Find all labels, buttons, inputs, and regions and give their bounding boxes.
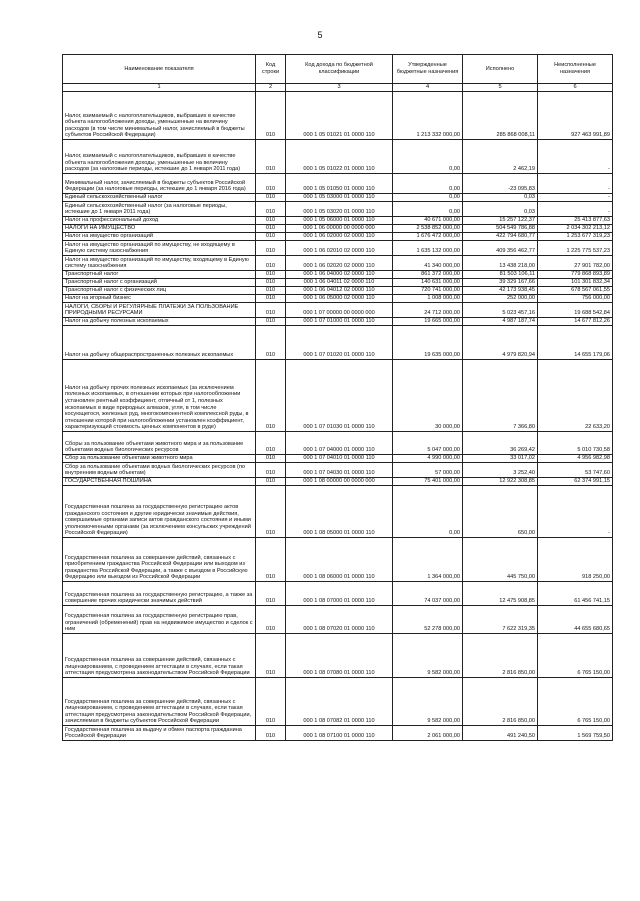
unexecuted-amount: 101 301 832,34 [538,279,613,287]
table-row [63,478,613,486]
approved-amount: 41 340 000,00 [393,256,463,271]
table-body [63,92,613,741]
indicator-name: Транспортный налог [63,271,256,279]
line-code: 010 [256,582,286,606]
executed-amount: -23 095,83 [463,174,538,194]
line-code: 010 [256,360,286,432]
line-code: 010 [256,478,286,486]
header-indicator-name: Наименование показателя [63,55,256,84]
table-row [63,634,613,678]
table-row [63,92,613,140]
table-row [63,295,613,303]
executed-amount: 7 622 319,35 [463,606,538,634]
approved-amount: 0,00 [393,202,463,217]
executed-amount: 0,03 [463,202,538,217]
unexecuted-amount: 14 677 812,26 [538,318,613,326]
income-code: 000 1 08 07000 01 0000 110 [286,582,393,606]
executed-amount: 491 240,50 [463,726,538,741]
table-row [63,174,613,194]
line-code: 010 [256,606,286,634]
unexecuted-amount: - [538,174,613,194]
table-row [63,279,613,287]
line-code: 010 [256,92,286,140]
approved-amount: 2 061 000,00 [393,726,463,741]
table-row [63,678,613,726]
table-row [63,194,613,202]
income-code: 000 1 08 07080 01 0000 110 [286,634,393,678]
table-row [63,287,613,295]
unexecuted-amount: 44 655 680,65 [538,606,613,634]
unexecuted-amount: 22 633,20 [538,360,613,432]
approved-amount: 1 364 000,00 [393,538,463,582]
unexecuted-amount: - [538,202,613,217]
table-row [63,241,613,256]
indicator-name: Единый сельскохозяйственный налог (за налоговые периоды, истекшие до 1 января 2011 года) [63,202,256,217]
executed-amount: 36 269,42 [463,432,538,455]
indicator-name: Налог на имущество организаций по имуществу, не входящему в Единую систему газоснабжения [63,241,256,256]
executed-amount: 252 000,00 [463,295,538,303]
table-row [63,486,613,538]
line-code: 010 [256,225,286,233]
indicator-name: Государственная пошлина за государственную регистрацию, а также за совершение прочих юридически значимых действий [63,582,256,606]
income-code: 000 1 08 05000 01 0000 110 [286,486,393,538]
income-code: 000 1 05 03020 01 0000 110 [286,202,393,217]
line-code: 010 [256,174,286,194]
line-code: 010 [256,194,286,202]
table-row [63,582,613,606]
income-code: 000 1 07 01020 01 0000 110 [286,326,393,360]
approved-amount: 74 037 000,00 [393,582,463,606]
approved-amount: 720 741 000,00 [393,287,463,295]
table-row [63,538,613,582]
indicator-name: Налог на добычу полезных ископаемых [63,318,256,326]
income-code: 000 1 06 02000 02 0000 110 [286,233,393,241]
line-code: 010 [256,202,286,217]
income-code: 000 1 05 01021 01 0000 110 [286,92,393,140]
unexecuted-amount: 6 765 150,00 [538,634,613,678]
approved-amount: 5 047 000,00 [393,432,463,455]
indicator-name: Транспортный налог с физических лиц [63,287,256,295]
income-code: 000 1 08 06000 01 0000 110 [286,538,393,582]
table-row [63,233,613,241]
unexecuted-amount: 1 569 759,50 [538,726,613,741]
approved-amount: 9 582 000,00 [393,678,463,726]
line-code: 010 [256,256,286,271]
line-code: 010 [256,463,286,478]
executed-amount: 7 366,80 [463,360,538,432]
approved-amount: 30 000,00 [393,360,463,432]
income-code: 000 1 06 02020 02 0000 110 [286,256,393,271]
column-index: 1 [63,84,256,92]
approved-amount: 57 000,00 [393,463,463,478]
income-code: 000 1 07 04030 01 0000 110 [286,463,393,478]
executed-amount: 422 794 680,77 [463,233,538,241]
table-header-row [63,55,613,84]
executed-amount: 2 816 850,00 [463,678,538,726]
indicator-name: Государственная пошлина за государственную регистрацию актов гражданского состояния и другие юридически значимые действия, совершаемые органами записи актов гражданского состояния и иными уполномоченными органами (за исключением консульских учреждений Российской Федерации) [63,486,256,538]
line-code: 010 [256,486,286,538]
indicator-name: Налог, взимаемый с налогоплательщиков, выбравших в качестве объекта налогообложения доходы, уменьшенные на величину расходов (в том числе минимальный налог, зачисляемый в бюджеты субъектов Российской Федерации) [63,92,256,140]
unexecuted-amount: 1 225 775 537,23 [538,241,613,256]
line-code: 010 [256,634,286,678]
line-code: 010 [256,318,286,326]
budget-execution-table [62,54,613,741]
column-index-row [63,84,613,92]
executed-amount: 42 173 938,45 [463,287,538,295]
indicator-name: Государственная пошлина за совершение действий, связанных с приобретением гражданства Российской Федерации или выходом из гражданства Российской Федерации, а также с въездом в Российскую Федерацию или выездом из Российской Федерации [63,538,256,582]
indicator-name: Налог на профессиональный доход [63,217,256,225]
line-code: 010 [256,140,286,174]
unexecuted-amount: 918 250,00 [538,538,613,582]
executed-amount: 12 475 908,85 [463,582,538,606]
income-code: 000 1 08 07020 01 0000 110 [286,606,393,634]
executed-amount: 650,00 [463,486,538,538]
table-row [63,140,613,174]
header-line-code: Код строки [256,55,286,84]
executed-amount: 4 979 820,94 [463,326,538,360]
approved-amount: 1 635 132 000,00 [393,241,463,256]
income-code: 000 1 07 00000 00 0000 000 [286,303,393,318]
unexecuted-amount: 756 000,00 [538,295,613,303]
line-code: 010 [256,241,286,256]
indicator-name: Сбор за пользование объектами водных биологических ресурсов (по внутренним водным объектам) [63,463,256,478]
table-row [63,606,613,634]
line-code: 010 [256,303,286,318]
unexecuted-amount: 62 374 991,15 [538,478,613,486]
indicator-name: Сборы за пользование объектами животного мира и за пользование объектами водных биологических ресурсов [63,432,256,455]
line-code: 010 [256,271,286,279]
table-row [63,225,613,233]
unexecuted-amount: 27 901 782,00 [538,256,613,271]
executed-amount: 409 356 462,77 [463,241,538,256]
approved-amount: 1 213 332 000,00 [393,92,463,140]
indicator-name: Налог на имущество организаций [63,233,256,241]
table-row [63,303,613,318]
table-row [63,432,613,455]
indicator-name: Сбор за пользование объектами животного мира [63,455,256,463]
unexecuted-amount: 6 765 150,00 [538,678,613,726]
table-row [63,326,613,360]
executed-amount: 504 549 786,88 [463,225,538,233]
income-code: 000 1 06 00000 00 0000 000 [286,225,393,233]
approved-amount: 24 712 000,00 [393,303,463,318]
unexecuted-amount: 19 688 542,84 [538,303,613,318]
indicator-name: Государственная пошлина за выдачу и обмен паспорта гражданина Российской Федерации [63,726,256,741]
approved-amount: 4 990 000,00 [393,455,463,463]
executed-amount: 4 987 187,74 [463,318,538,326]
indicator-name: Налог, взимаемый с налогоплательщиков, выбравших в качестве объекта налогообложения доходы, уменьшенные на величину расходов (за налоговые периоды, истекшие до 1 января 2011 года) [63,140,256,174]
unexecuted-amount: - [538,140,613,174]
table-row [63,360,613,432]
line-code: 010 [256,726,286,741]
income-code: 000 1 05 03000 01 0000 110 [286,194,393,202]
line-code: 010 [256,287,286,295]
table-row [63,726,613,741]
executed-amount: 2 816 850,00 [463,634,538,678]
indicator-name: Транспортный налог с организаций [63,279,256,287]
column-index: 4 [393,84,463,92]
executed-amount: 5 023 457,16 [463,303,538,318]
executed-amount: 39 329 167,66 [463,279,538,287]
unexecuted-amount: 678 567 061,55 [538,287,613,295]
unexecuted-amount: - [538,194,613,202]
approved-amount: 19 635 000,00 [393,326,463,360]
income-code: 000 1 06 05000 02 0000 110 [286,295,393,303]
income-code: 000 1 06 04000 02 0000 110 [286,271,393,279]
line-code: 010 [256,295,286,303]
income-code: 000 1 08 00000 00 0000 000 [286,478,393,486]
approved-amount: 861 372 000,00 [393,271,463,279]
executed-amount: 13 438 218,00 [463,256,538,271]
unexecuted-amount: 927 463 991,89 [538,92,613,140]
executed-amount: 0,03 [463,194,538,202]
page-number: 5 [317,30,323,40]
header-unexecuted: Неисполненные назначения [538,55,613,84]
indicator-name: Государственная пошлина за совершение действий, связанных с лицензированием, с проведением аттестации в случаях, если такая аттестация предусмотрена законодательством Российской Федерации, зачисляемая в бюджеты субъектов Российской Федерации [63,678,256,726]
line-code: 010 [256,455,286,463]
indicator-name: Государственная пошлина за государственную регистрацию прав, ограничений (обременений) прав на недвижимое имущество и сделок с ним [63,606,256,634]
approved-amount: 52 278 000,00 [393,606,463,634]
indicator-name: Минимальный налог, зачисляемый в бюджеты субъектов Российской Федерации (за налоговые периоды, истекшие до 1 января 2016 года) [63,174,256,194]
executed-amount: 285 868 008,11 [463,92,538,140]
executed-amount: 33 017,02 [463,455,538,463]
approved-amount: 2 538 852 000,00 [393,225,463,233]
unexecuted-amount: 61 456 741,15 [538,582,613,606]
approved-amount: 140 631 000,00 [393,279,463,287]
indicator-name: Налог на имущество организаций по имуществу, входящему в Единую систему газоснабжения [63,256,256,271]
approved-amount: 1 008 000,00 [393,295,463,303]
line-code: 010 [256,538,286,582]
income-code: 000 1 06 04011 02 0000 110 [286,279,393,287]
column-index: 2 [256,84,286,92]
income-code: 000 1 07 01000 01 0000 110 [286,318,393,326]
executed-amount: 445 750,00 [463,538,538,582]
indicator-name: Налог на добычу прочих полезных ископаемых (за исключением полезных ископаемых, в отношении которых при налогообложении установлен рентный коэффициент, отличный от 1, полезных ископаемых в виде природных алмазов, угля, в том числе косующегося, железных руд, многокомпонентной комплексной руды, в отношении которой при налогообложении установлен коэффициент, характеризующий стоимость ценных компонентов в руде) [63,360,256,432]
table-row [63,463,613,478]
unexecuted-amount: - [538,486,613,538]
executed-amount: 12 922 308,85 [463,478,538,486]
income-code: 000 1 06 04012 02 0000 110 [286,287,393,295]
table-row [63,318,613,326]
approved-amount: 0,00 [393,140,463,174]
line-code: 010 [256,279,286,287]
income-code: 000 1 05 01050 01 0000 110 [286,174,393,194]
table-row [63,271,613,279]
unexecuted-amount: 14 655 179,06 [538,326,613,360]
unexecuted-amount: 25 413 877,63 [538,217,613,225]
indicator-name: Налог на добычу общераспространенных полезных ископаемых [63,326,256,360]
approved-amount: 19 665 000,00 [393,318,463,326]
unexecuted-amount: 4 956 982,98 [538,455,613,463]
indicator-name: НАЛОГИ, СБОРЫ И РЕГУЛЯРНЫЕ ПЛАТЕЖИ ЗА ПОЛЬЗОВАНИЕ ПРИРОДНЫМИ РЕСУРСАМИ [63,303,256,318]
income-code: 000 1 08 07082 01 0000 110 [286,678,393,726]
executed-amount: 81 503 106,11 [463,271,538,279]
line-code: 010 [256,233,286,241]
unexecuted-amount: 1 253 677 319,23 [538,233,613,241]
approved-amount: 0,00 [393,486,463,538]
line-code: 010 [256,432,286,455]
line-code: 010 [256,326,286,360]
header-income-code: Код дохода по бюджетной классификации [286,55,393,84]
column-index: 3 [286,84,393,92]
table-row [63,217,613,225]
income-code: 000 1 06 02010 02 0000 110 [286,241,393,256]
table-row [63,455,613,463]
unexecuted-amount: 5 010 730,58 [538,432,613,455]
unexecuted-amount: 2 034 302 213,12 [538,225,613,233]
income-code: 000 1 07 04010 01 0000 110 [286,455,393,463]
indicator-name: НАЛОГИ НА ИМУЩЕСТВО [63,225,256,233]
income-code: 000 1 07 04000 01 0000 110 [286,432,393,455]
line-code: 010 [256,217,286,225]
approved-amount: 40 671 000,00 [393,217,463,225]
unexecuted-amount: 53 747,60 [538,463,613,478]
approved-amount: 75 401 000,00 [393,478,463,486]
approved-amount: 1 676 472 000,00 [393,233,463,241]
header-executed: Исполнено [463,55,538,84]
indicator-name: Государственная пошлина за совершение действий, связанных с лицензированием, с проведением аттестации в случаях, если такая аттестация предусмотрена законодательством Российской Федерации [63,634,256,678]
approved-amount: 0,00 [393,174,463,194]
header-approved: Утвержденные бюджетные назначения [393,55,463,84]
executed-amount: 15 257 122,37 [463,217,538,225]
approved-amount: 9 582 000,00 [393,634,463,678]
unexecuted-amount: 779 868 893,89 [538,271,613,279]
indicator-name: Единый сельскохозяйственный налог [63,194,256,202]
income-code: 000 1 05 01022 01 0000 110 [286,140,393,174]
indicator-name: ГОСУДАРСТВЕННАЯ ПОШЛИНА [63,478,256,486]
table-row [63,202,613,217]
column-index: 5 [463,84,538,92]
executed-amount: 2 462,19 [463,140,538,174]
income-code: 000 1 05 06000 01 0000 110 [286,217,393,225]
income-code: 000 1 07 01030 01 0000 110 [286,360,393,432]
column-index: 6 [538,84,613,92]
executed-amount: 3 252,40 [463,463,538,478]
indicator-name: Налог на игорный бизнес [63,295,256,303]
line-code: 010 [256,678,286,726]
income-code: 000 1 08 07100 01 0000 110 [286,726,393,741]
table-row [63,256,613,271]
approved-amount: 0,00 [393,194,463,202]
